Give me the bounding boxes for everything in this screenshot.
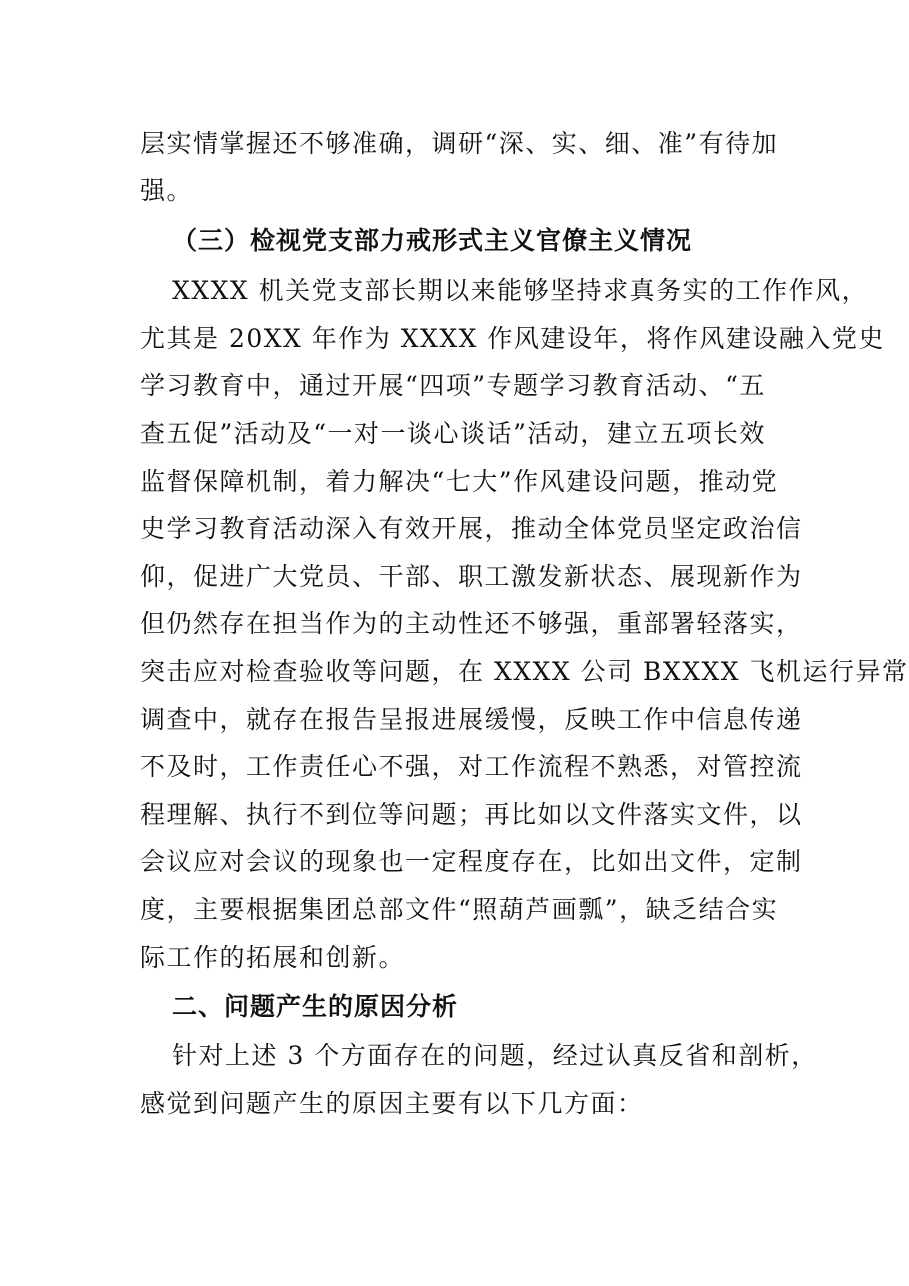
paragraph-line: 际工作的拓展和创新。 [140, 943, 406, 972]
paragraph-line: 强。 [140, 176, 194, 205]
paragraph-line: 不及时，工作责任心不强，对工作流程不熟悉，对管控流 [140, 752, 803, 781]
section-heading-2: 二、问题产生的原因分析 [172, 992, 459, 1021]
paragraph-line: 但仍然存在担当作为的主动性还不够强，重部署轻落实， [140, 609, 803, 638]
paragraph-line: 程理解、执行不到位等问题；再比如以文件落实文件，以 [140, 800, 803, 829]
paragraph-line: 会议应对会议的现象也一定程度存在，比如出文件，定制 [140, 847, 803, 876]
paragraph-line: 尤其是 20XX 年作为 XXXX 作风建设年，将作风建设融入党史 [140, 324, 885, 353]
paragraph-line: 调查中，就存在报告呈报进展缓慢，反映工作中信息传递 [140, 705, 803, 734]
paragraph-line: XXXX 机关党支部长期以来能够坚持求真务实的工作作风， [172, 276, 869, 305]
paragraph-line: 感觉到问题产生的原因主要有以下几方面： [140, 1089, 644, 1118]
paragraph-line: 仰，促进广大党员、干部、职工激发新状态、展现新作为 [140, 562, 803, 591]
paragraph-line: 层实情掌握还不够准确，调研“深、实、细、准”有待加 [140, 129, 779, 158]
section-heading-3: （三）检视党支部力戒形式主义官僚主义情况 [172, 226, 693, 255]
paragraph-line: 查五促”活动及“一对一谈心谈话”活动，建立五项长效 [140, 419, 766, 448]
paragraph-line: 监督保障机制，着力解决“七大”作风建设问题，推动党 [140, 467, 779, 496]
paragraph-line: 学习教育中，通过开展“四项”专题学习教育活动、“五 [140, 371, 766, 400]
paragraph-line: 史学习教育活动深入有效开展，推动全体党员坚定政治信 [140, 514, 803, 543]
paragraph-line: 突击应对检查验收等问题，在 XXXX 公司 BXXXX 飞机运行异常 [140, 657, 909, 686]
paragraph-line: 针对上述 3 个方面存在的问题，经过认真反省和剖析， [172, 1041, 818, 1070]
paragraph-line: 度，主要根据集团总部文件“照葫芦画瓢”，缺乏结合实 [140, 895, 779, 924]
